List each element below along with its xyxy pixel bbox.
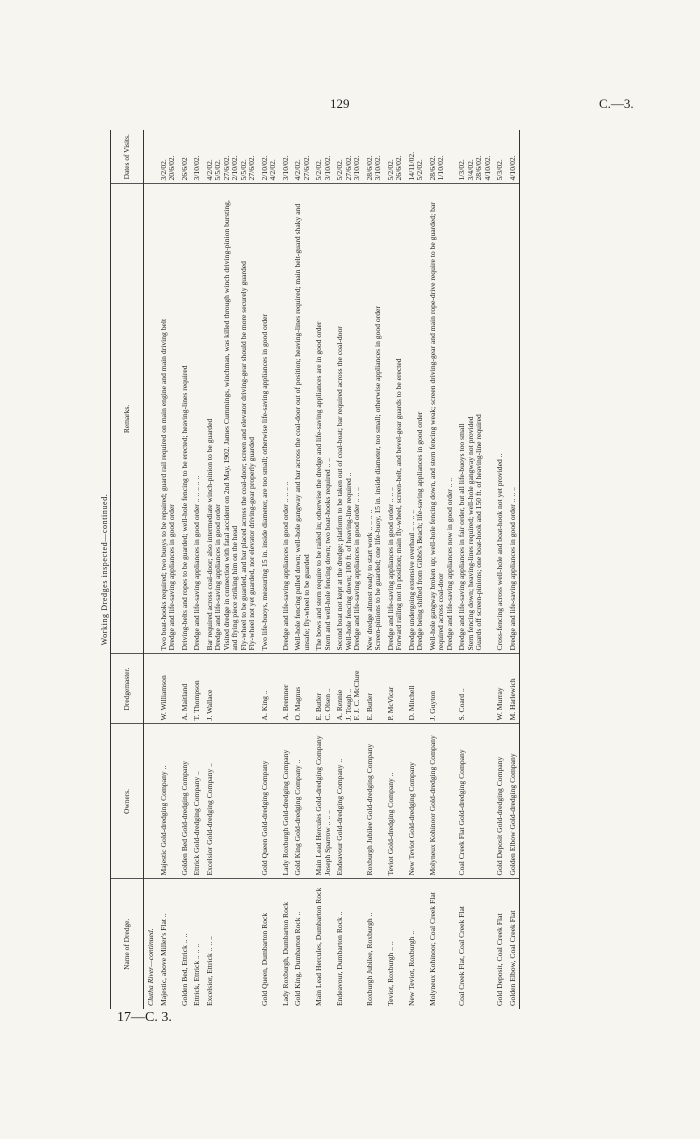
dredgemaster: C. Olsen .. [324,654,333,724]
visit-dates: 5/2/02. 26/6/02. [383,130,404,184]
col-owners-header: Owners. [111,724,144,879]
table-row [362,130,383,1009]
owners [345,724,354,879]
remark-line: Dredge being shifted from Gibbs's Beach; life-saving appliances in good order [415,411,424,651]
dredge-name: Coal Creek Flat, Coal Creek Flat [457,906,466,1006]
dredge-name: Golden Bed, Ettrick .. .. [179,933,189,1006]
visit-dates: 3/2/02. 20/6/02. [156,130,177,184]
remark-line: Forward railing not in position; main fly-wheel, screen-belt, and bevel-gear guards to be erected [394,358,403,651]
footer-code: 17—C. 3. [117,1010,172,1025]
dredgemaster: A. Rennie [332,654,345,724]
remark-line: Dredge and life-saving appliances in good order .. .. .. [507,487,517,651]
remarks-cell [257,184,278,654]
dredge-name: Gold King, Dumbarton Rock .. [293,911,302,1006]
table-row [332,130,345,1009]
table-row [383,130,404,1009]
owners: Coal Creek Flat Gold-dredging Company [454,724,492,879]
dredge-name: Majestic, above Miller's Flat .. [158,913,168,1006]
remark-line: Dredge and life-saving appliances now in good order .. .. [444,477,454,651]
table-row [324,130,333,1009]
dredge-name: Golden Elbow, Coal Creek Flat [505,879,520,1009]
remark-line: Well-hole fencing down; 100 ft. of heaving-line required .. [343,472,353,651]
owners: Golden Elbow Gold-dredging Company [505,724,520,879]
dredgemaster: P. McVicar [383,654,404,724]
owners [353,724,362,879]
table-row [257,130,278,1009]
remark-line: Guards off screen-pinions; one boat-hook and 150 ft. of heaving-line required [474,414,483,651]
remark-line: Two life-buoys, measuring 15 in. inside diameter, are too small; otherwise life-saving appliances in good order [259,313,269,651]
visit-dates: 4/10/02. [505,130,520,184]
remark-line: Dredge and life-saving appliances in fair order, but all life-buoys too small [457,423,466,651]
dredge-name: Lady Roxburgh, Dumbarton Rock [280,901,290,1006]
river-heading-row [144,130,156,1009]
remarks-cell [177,184,190,654]
remark-line: Dredge and life-saving appliances in good order .. .. .. [352,487,361,651]
dredge-name: New Teviot, Roxburgh .. [406,930,416,1006]
table-body [144,130,520,1009]
dredge-name [353,879,362,1009]
owners: Gold Queen Gold-dredging Company [257,724,278,879]
remarks-cell [202,184,257,654]
table-row [425,130,455,1009]
table-row [505,130,520,1009]
remark-line: Dredge undergoing extensive overhaul .. .. .. .. [406,509,416,651]
visit-dates: 26/6/02 [177,130,190,184]
table-row [202,130,257,1009]
remark-line: Well-hole gangway broken up; well-hole fencing down, and stern fencing weak; screen driving-gear and main rope-drive require to be guarded; bar required across coal-door [427,202,445,651]
dredgemaster: F. J. C. McClure [353,654,362,724]
remark-line: Dredge and life-saving appliances in good order [167,504,176,651]
remark-line: New dredge almost ready to start work .. .. .. .. [364,509,374,651]
page-code: C.—3. [599,96,634,111]
table-header-row [111,130,144,1009]
dredge-name [324,879,333,1009]
visit-dates: 2/10/02. 4/2/02. [257,130,278,184]
dredgemaster: E. Butler [362,654,383,724]
table-row [177,130,190,1009]
remark-line: Driving-belts and ropes to be guarded; well-hole fencing to be erected; heaving-lines required [179,365,189,651]
table-row [492,130,505,1009]
remark-line: Stern fencing down; heaving-lines required; well-hole gangway not provided [465,416,475,651]
dredge-name [345,879,354,1009]
remark-line: Fly-wheel to be guarded, and bar placed across the coal-door; screen and elevator driving-gear should be more securely guarded [238,261,248,651]
rotated-table-block [100,130,675,1009]
river-heading: Clutha River—continued. [146,928,155,1006]
owners: Excelsior Gold-dredging Company .. [202,724,257,879]
dredgemaster: D. Mitchell [404,654,425,724]
dredgemaster: A. King .. [257,654,278,724]
dredgemaster: E. Butler [311,654,324,724]
owners: Majestic Gold-dredging Company .. [156,724,177,879]
table-row [404,130,425,1009]
remark-line: Well-hole fencing pulled down; well-hole gangway and bar across the coal-door out of position; heaving-lines required; main belt-guard shaky and unsafe; fly-wheel to be guarded [293,203,311,651]
remarks-cell [383,184,404,654]
dredgemaster: A. Bremner [278,654,291,724]
owners: Main Lead Hercules Gold-dredging Company [311,724,324,879]
visit-dates: 4/2/02. 27/6/02. [290,130,311,184]
dredge-name: Teviot, Roxburgh .. .. [385,941,395,1006]
remarks-cell [332,184,345,654]
owners: Golden Bed Gold-dredging Company [177,724,190,879]
page-number: 129 [330,96,350,111]
col-dates-header: Dates of Visits. [111,130,144,184]
dredge-name: Endeavour, Dumbarton Rock .. [335,911,344,1006]
dredgemaster: T. Thompson [189,654,202,724]
dredgemaster: J. Guyton [425,654,455,724]
table-row [189,130,202,1009]
remarks-cell [454,184,492,654]
dredgemaster: J. Tough .. [345,654,354,724]
remarks-cell [353,184,362,654]
visit-dates: 14/11/02. 5/2/02. [404,130,425,184]
col-dredgemaster-header: Dredgemaster. [111,654,144,724]
owners: Teviot Gold-dredging Company .. [383,724,404,879]
table-row [454,130,492,1009]
dredge-name: Molyneux Kohinoor, Coal Creek Flat [427,892,437,1006]
remark-line: Dredge and life-saving appliances in good order .. .. .. .. .. [192,475,201,651]
remark-line: Screen-pinions to be guarded; one life-buoy, 15 in. inside diameter, too small; otherwise appliances in good order [373,306,382,651]
visit-dates: 5/3/02. [492,130,505,184]
dredges-table [110,130,520,1009]
remark-line: Second boat not kept at the dredge; platform to be taken out of coal-boat; bar required across the coal-door [335,326,344,651]
remark-line: Two boat-hooks required; two buoys to be repaired; guard rail required on main engine and main driving belt [158,318,168,651]
col-name-header: Name of Dredge. [111,879,144,1009]
dredgemaster: S. Coard .. [454,654,492,724]
owners: New Teviot Gold-dredging Company [404,724,425,879]
visit-dates: 3/10/02. [189,130,202,184]
table-row [278,130,291,1009]
visit-dates: 3/10/02. [278,130,291,184]
dredgemaster: O. Magnus [290,654,311,724]
table-row [290,130,311,1009]
owners: Joseph Sparrow .. .. .. [324,724,333,879]
visit-dates: 28/6/02. 1/10/02. [425,130,455,184]
table-row [353,130,362,1009]
visit-dates: 27/6/02. [345,130,354,184]
remarks-cell [324,184,333,654]
col-remarks-header: Remarks. [111,184,144,654]
owners: Lady Roxburgh Gold-dredging Company [278,724,291,879]
dredgemaster: W. Williamson [156,654,177,724]
dredgemaster: J. Wallace [202,654,257,724]
table-row [156,130,177,1009]
dredge-name: Gold Queen, Dumbarton Rock [259,912,269,1006]
remarks-cell [156,184,177,654]
visit-dates: 3/10/02. [324,130,333,184]
remarks-cell [505,184,520,654]
remark-line: Visited dredge in connection with fatal accident on 2nd May, 1902. James Cummings, winchman, was killed through winch driving-pinion bursting, and flying piece striking him on the head [221,200,239,651]
owners: Gold Deposit Gold-dredging Company [492,724,505,879]
dredge-name: Excelsior, Ettrick .. .. .. [204,936,214,1006]
visit-dates: 1/3/02. 3/4/02. 28/6/02. 4/10/02. [454,130,492,184]
remarks-cell [404,184,425,654]
dredge-name: Main Lead Hercules, Dumbarton Rock [314,887,323,1006]
visit-dates: 3/10/02. [353,130,362,184]
remarks-cell [290,184,311,654]
remarks-cell [311,184,324,654]
remark-line: Fly-wheel not yet guarded, nor elevator driving-gear properly guarded [247,436,256,651]
remark-line: Bar required across coal-door; also intermediate winch-pinion to be guarded [204,418,214,651]
owners: Molyneux Kohinoor Gold-dredging Company [425,724,455,879]
dredge-name: Roxburgh Jubilee, Roxburgh .. [364,912,374,1006]
remarks-cell [278,184,291,654]
remark-line: Dredge and life-saving appliances in good order [213,504,222,651]
table-row [311,130,324,1009]
table-caption: Working Dredges inspected—continued. [100,493,109,646]
remark-line: Cross-fencing across well-hole and boat-hook not yet provided .. [495,453,504,651]
owners: Gold King Gold-dredging Company .. [290,724,311,879]
visit-dates: 5/2/02. [311,130,324,184]
remarks-cell [189,184,202,654]
remark-line: Dredge and life-saving appliances in good order .. .. .. [385,487,395,651]
dredge-name: Gold Deposit, Coal Creek Flat [495,913,504,1006]
remarks-cell [362,184,383,654]
dredgemaster: A. Maitland [177,654,190,724]
visit-dates: 5/2/02. [332,130,345,184]
visit-dates: 28/6/02. 3/10/02. [362,130,383,184]
visit-dates: 4/2/02. 5/5/02. 27/6/02. 2/10/02. 5/5/02. 27/6/02. [202,130,257,184]
owners: Endeavour Gold-dredging Company .. [332,724,345,879]
remark-line: Stern and well-hole fencing down; two boat-hooks required .. .. [322,457,332,651]
remark-line: The bows and stern require to be railed in; otherwise the dredge and life-saving appliances are in good order [314,321,323,651]
owners: Roxburgh Jubilee Gold-dredging Company [362,724,383,879]
remark-line: Dredge and life-saving appliances in good order .. .. .. .. [280,481,290,651]
remarks-cell [425,184,455,654]
owners: Ettrick Gold-dredging Company .. [189,724,202,879]
dredge-name: Ettrick, Ettrick .. .. .. [192,943,201,1006]
dredgemaster: W. Murray [492,654,505,724]
remarks-cell [492,184,505,654]
dredgemaster: M. Harlewich [505,654,520,724]
